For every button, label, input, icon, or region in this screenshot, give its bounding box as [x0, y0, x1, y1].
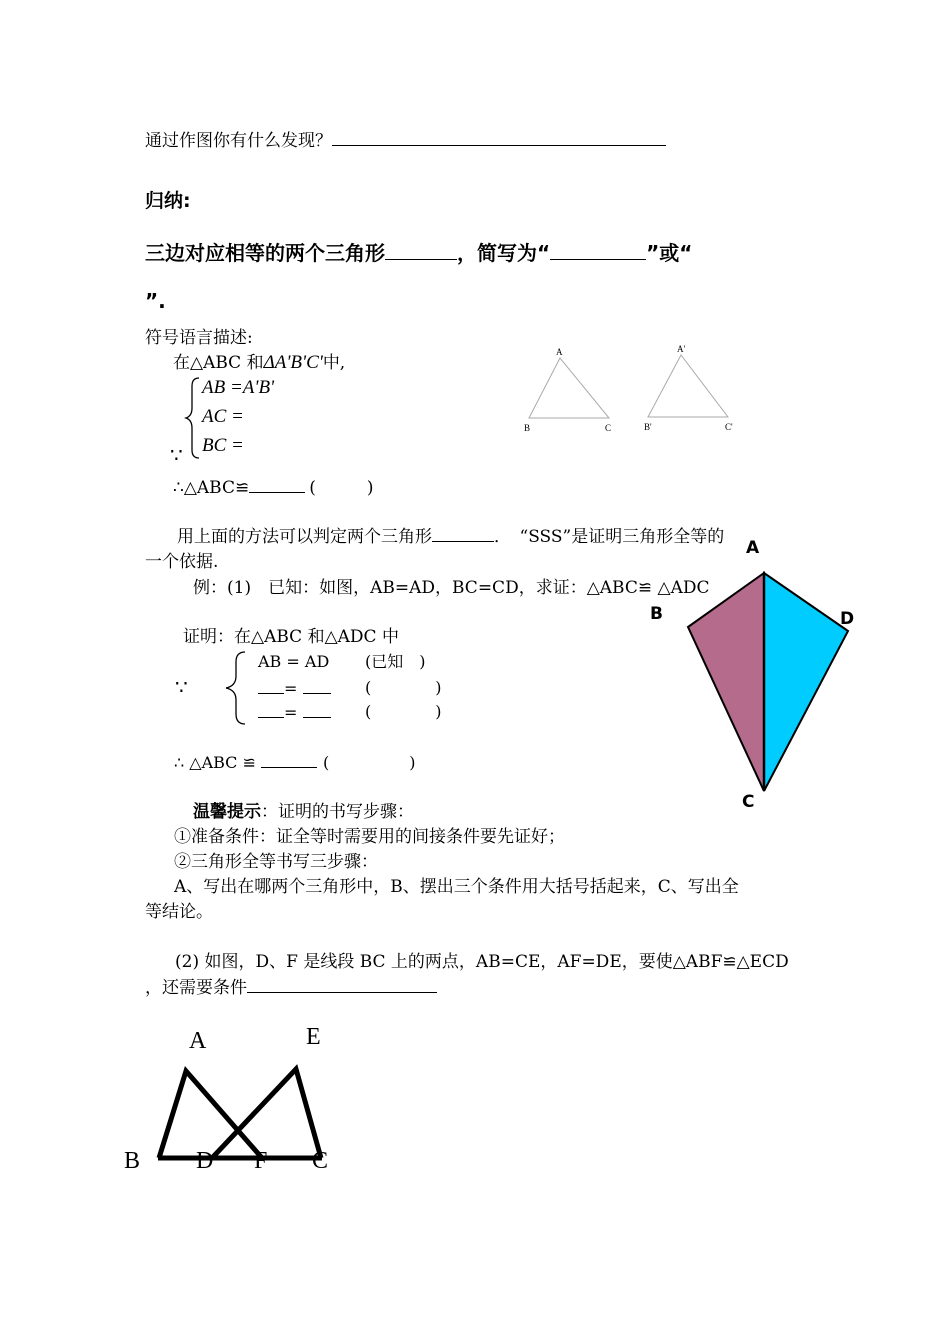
small-triangle-abc [524, 347, 611, 433]
label-small-C2: C' [725, 422, 733, 432]
kite-figure [650, 538, 854, 812]
method-text: 用上面的方法可以判定两个三角形 ． “SSS”是证明三角形全等的 [177, 527, 725, 547]
bottom-label-B: B [124, 1148, 141, 1174]
brace-symbol [186, 378, 199, 458]
label-small-B: B [524, 423, 531, 433]
label-small-C: C [605, 423, 612, 433]
triangle-abc [529, 358, 609, 418]
label-small-B2: B' [644, 422, 652, 432]
label-small-A: A [556, 347, 563, 357]
symbol-title: 符号语言描述: [145, 328, 253, 348]
in-triangles: 在△ABC 和ΔA'B'C'中, [173, 352, 346, 373]
proof-cond-1: AB = AD [258, 652, 330, 671]
bottom-label-E: E [306, 1024, 321, 1050]
kite-label-A: A [746, 538, 760, 558]
proof-because: ∵ [175, 675, 188, 699]
brace-proof [226, 652, 245, 724]
example-2: (2) 如图，D、F 是线段 BC 上的两点，AB=CE，AF=DE，要使△ABF≌△ECD [175, 952, 789, 972]
method-cont: 一个依据. [145, 552, 219, 572]
small-triangle-a2b2c2 [644, 344, 733, 432]
triangle-a2b2c2 [648, 355, 728, 417]
bottom-figure [124, 1024, 328, 1174]
kite-label-B: B [650, 604, 663, 624]
kite-right-triangle [764, 573, 848, 791]
tip-title: 温馨提示：证明的书写步骤： [193, 802, 414, 822]
proof-reason-1: (已知 ) [365, 652, 426, 671]
proof-intro: 证明：在△ABC 和△ADC 中 [183, 627, 399, 647]
tip-3: A、写出在哪两个三角形中，B、摆出三个条件用大括号括起来，C、写出全 [174, 877, 739, 897]
bottom-label-F: F [254, 1148, 268, 1174]
proof-reason-2: ( ) [365, 678, 442, 697]
summary-title: 归纳: [145, 190, 191, 212]
summary-line: 三边对应相等的两个三角形 ，简写为“ ”或“ [145, 241, 693, 265]
example-2-cont: ，还需要条件 [145, 976, 437, 999]
because-sign: ∵ [170, 443, 183, 467]
kite-label-C: C [742, 792, 755, 812]
kite-label-D: D [840, 609, 855, 629]
example-1: 例：(1) 已知：如图，AB=AD，BC=CD，求证：△ABC≌ △ADC [193, 578, 710, 598]
bottom-label-D: D [196, 1148, 214, 1174]
proof-cond-2: = [258, 677, 331, 700]
label-small-A2: A' [677, 344, 686, 354]
proof-reason-3: ( ) [365, 702, 442, 721]
kite-left-triangle [688, 573, 764, 791]
proof-conclusion: ∴ △ABC ≌ ( ) [174, 753, 416, 772]
condition-1: AB =A'B' [202, 377, 275, 398]
segment-DE-EC [212, 1069, 321, 1158]
tip-4: 等结论。 [145, 902, 213, 922]
segment-BA-AF [159, 1071, 262, 1158]
tip-1: ①准备条件：证全等时需要用的间接条件要先证好； [174, 827, 565, 847]
proof-cond-3: = [258, 701, 331, 724]
therefore-line: ∴△ABC≌ ( ) [173, 478, 374, 498]
condition-2: AC = [202, 406, 244, 427]
bottom-label-C: C [312, 1148, 329, 1174]
tip-2: ②三角形全等书写三步骤： [174, 852, 378, 872]
condition-3: BC = [202, 435, 244, 456]
question-text: 通过作图你有什么发现？ [145, 129, 666, 152]
summary-end: ”. [145, 289, 166, 313]
bottom-label-A: A [189, 1028, 207, 1054]
